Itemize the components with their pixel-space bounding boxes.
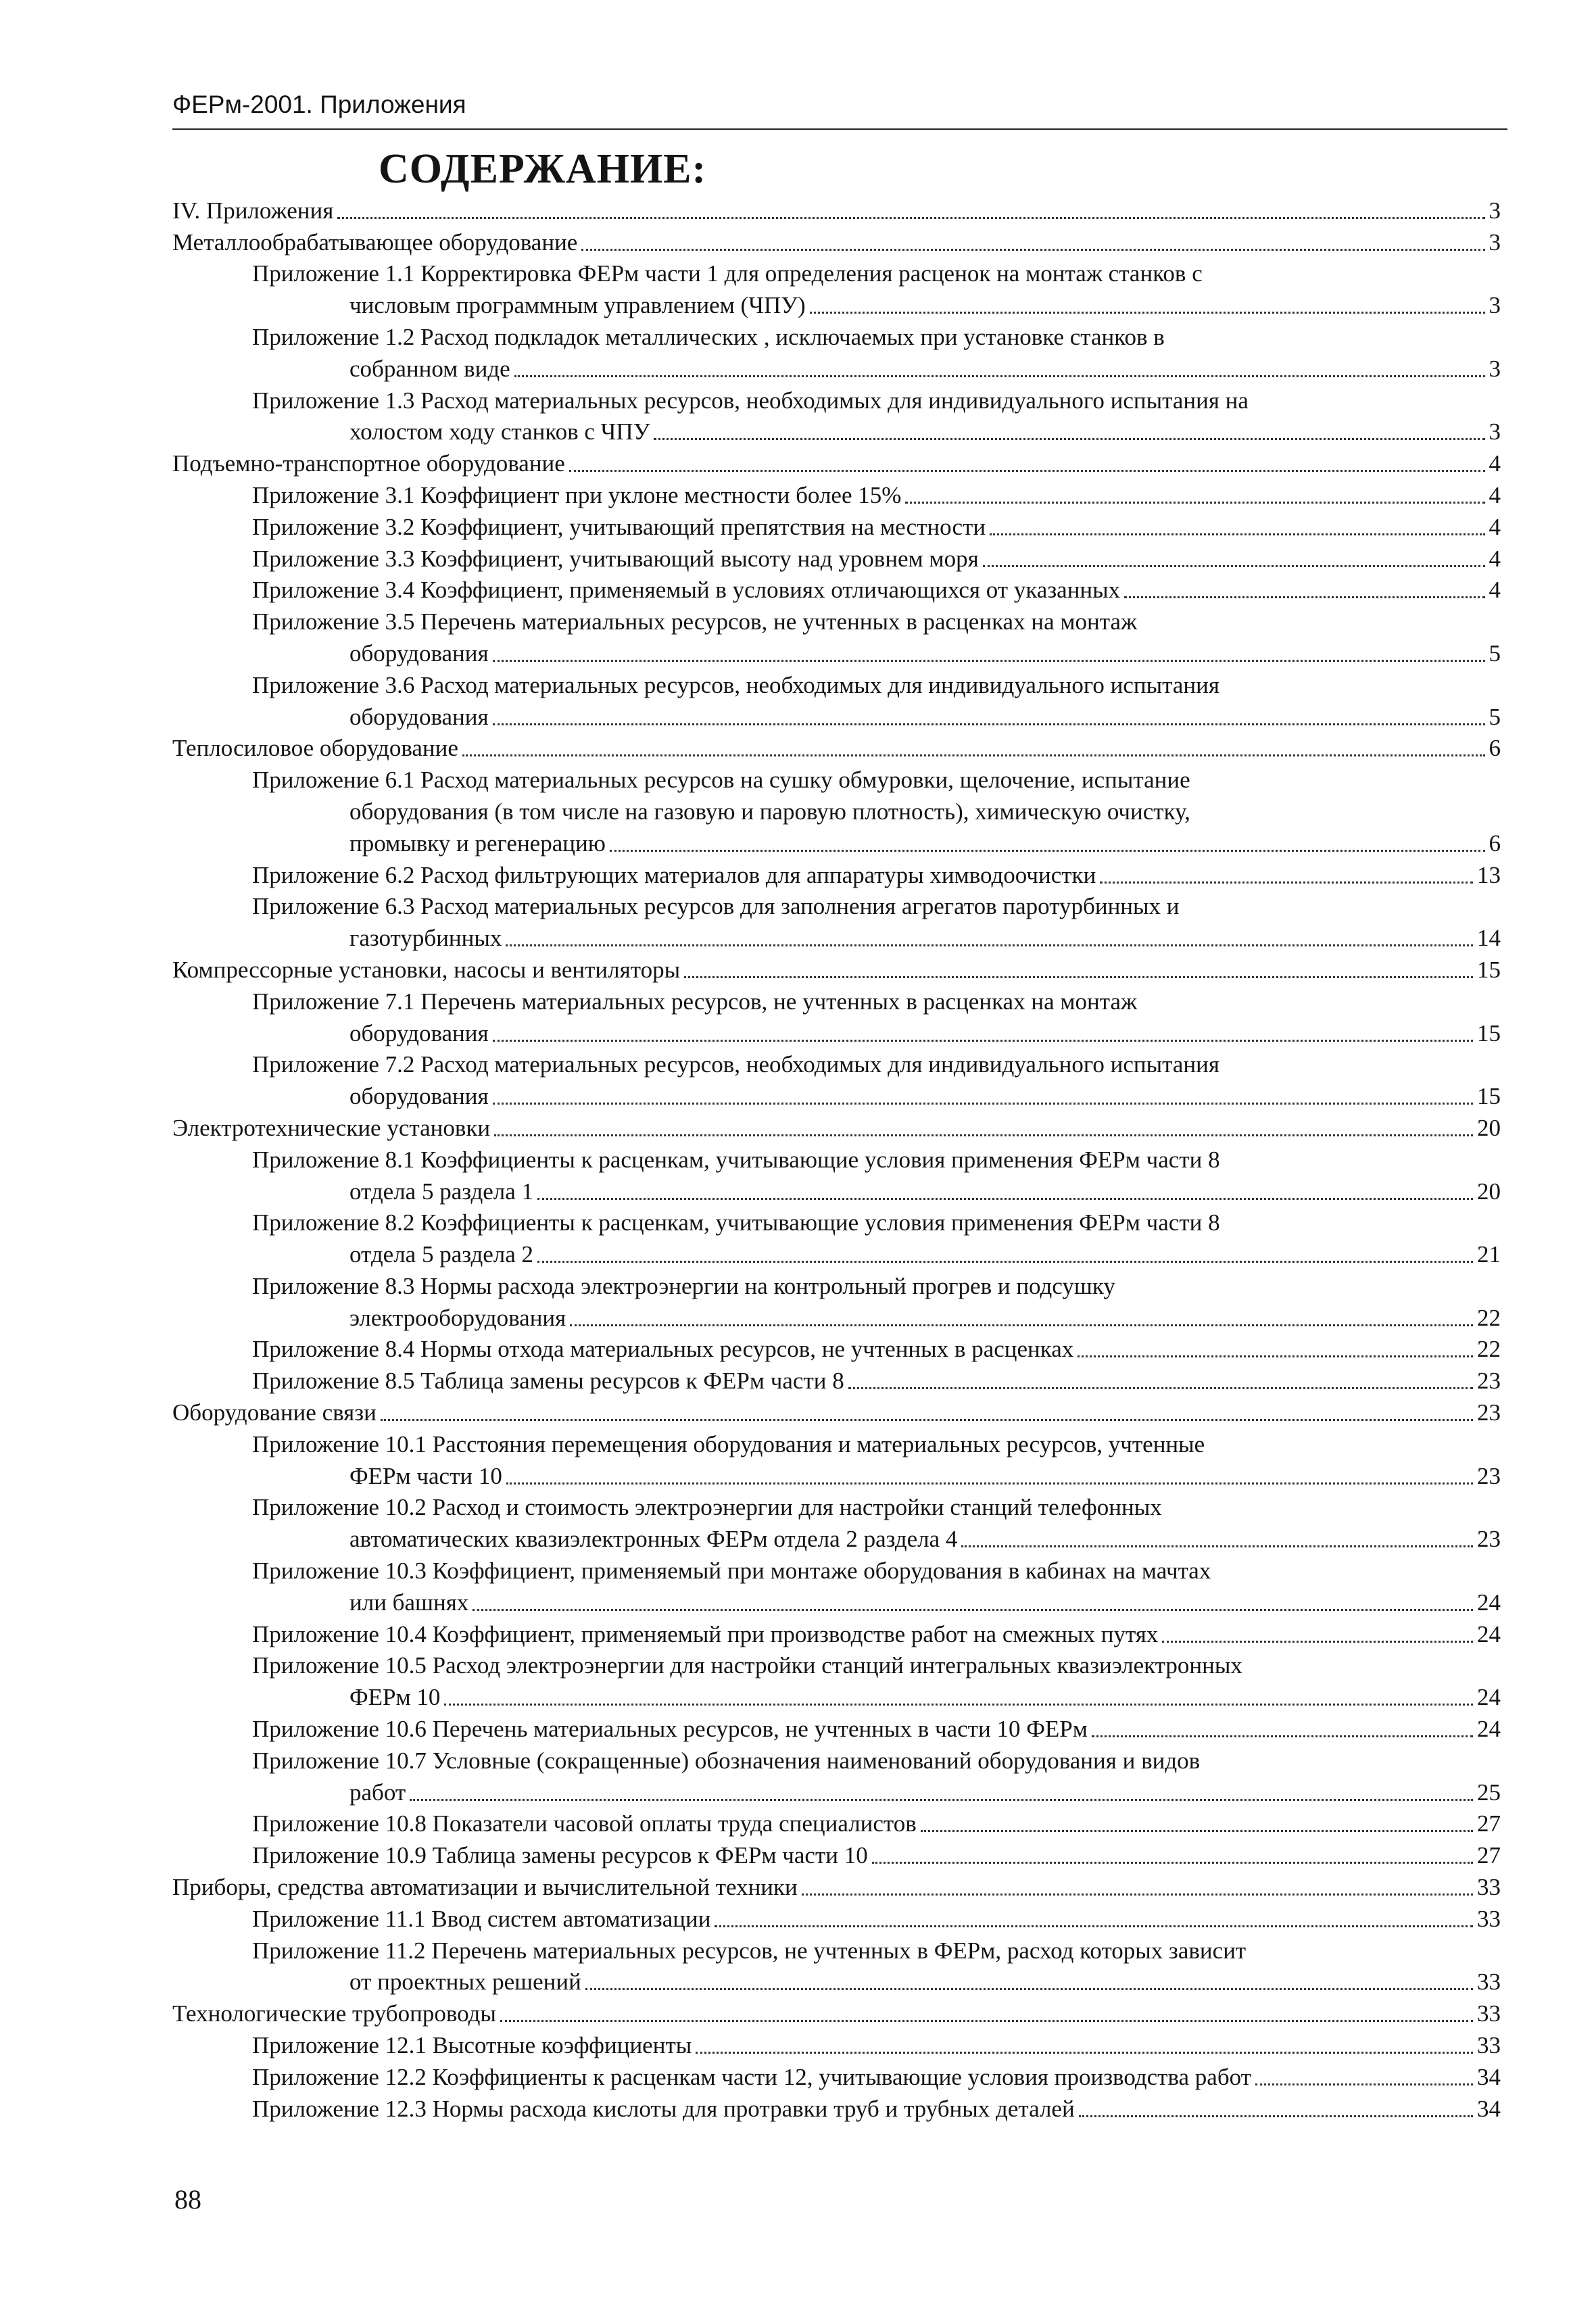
toc-entry-title: Приложение 3.6 Расход материальных ресурсов, необходимых для индивидуального испытания [252,671,1219,698]
toc-entry-title: Приложение 10.4 Коэффициент, применяемый при производстве работ на смежных путях [252,1620,1159,1647]
toc-entry[interactable] [172,1365,1501,1397]
toc-page-number: 22 [1477,1304,1501,1331]
toc-entry-title: оборудования (в том числе на газовую и паровую плотность), химическую очистку, [349,798,1190,825]
toc-entry-title: холостом ходу станков с ЧПУ [349,418,650,445]
toc-entry[interactable] [172,1080,1501,1112]
dot-leader [1162,1641,1473,1643]
toc-page-number: 14 [1477,925,1501,952]
toc-entry[interactable] [172,986,1501,1017]
dot-leader [810,312,1485,314]
toc-entry[interactable] [172,1460,1501,1492]
toc-page-number: 34 [1477,2095,1501,2122]
dot-leader [500,2020,1473,2022]
toc-entry-title: ФЕРм 10 [349,1684,441,1711]
toc-entry[interactable] [172,1903,1501,1935]
toc-page-number: 3 [1489,418,1501,445]
toc-page-number: 3 [1489,355,1501,382]
toc-entry-title: Приложение 3.2 Коэффициент, учитывающий препятствия на местности [252,513,986,540]
dot-leader [337,217,1484,219]
dot-leader [848,1387,1473,1389]
dot-leader [537,1198,1473,1200]
dot-leader [537,1261,1473,1263]
toc-section[interactable] [172,733,1501,765]
dot-leader [493,723,1485,725]
toc-entry[interactable] [172,1808,1501,1840]
toc-section[interactable] [172,954,1501,986]
dot-leader [1078,1355,1473,1357]
toc-entry-title: IV. Приложения [172,197,334,224]
toc-page-number: 3 [1489,228,1501,256]
toc-page-number: 6 [1489,735,1501,762]
toc-entry-title: Оборудование связи [172,1399,377,1426]
toc-entry[interactable] [172,1681,1501,1713]
toc-entry-title: автоматических квазиэлектронных ФЕРм отдела 2 раздела 4 [349,1526,958,1553]
toc-page-number: 33 [1477,1874,1501,1901]
dot-leader [961,1545,1473,1547]
toc-entry[interactable] [172,1618,1501,1650]
toc-page-number: 15 [1477,1083,1501,1110]
dot-leader [1100,882,1473,884]
toc-page-number: 27 [1477,1810,1501,1837]
toc-page-number: 24 [1477,1589,1501,1616]
dot-leader [1079,2115,1473,2117]
toc-entry-title: отдела 5 раздела 2 [349,1241,534,1268]
toc-page-number: 24 [1477,1716,1501,1743]
toc-section[interactable] [172,1112,1501,1144]
dot-leader [493,1103,1473,1105]
toc-entry-title: Приложение 10.2 Расход и стоимость электроэнергии для настройки станций телефонных [252,1494,1162,1521]
toc-entry-title: Приложение 10.9 Таблица замены ресурсов к ФЕРм части 10 [252,1842,868,1869]
toc-page-number: 4 [1489,577,1501,604]
toc-entry-title: собранном виде [349,355,510,382]
toc-entry[interactable] [172,479,1501,511]
dot-leader [493,660,1485,662]
dot-leader [585,1988,1473,1990]
toc-entry[interactable] [172,637,1501,669]
toc-page-number: 5 [1489,703,1501,730]
toc-entry[interactable] [172,321,1501,353]
dot-leader [610,850,1485,852]
toc-entry-title: электрооборудования [349,1304,566,1331]
toc-entry-title: Приложение 7.1 Перечень материальных ресурсов, не учтенных в расценках на монтаж [252,988,1138,1015]
toc-entry[interactable] [172,1270,1501,1302]
toc-entry[interactable] [172,1017,1501,1049]
toc-entry[interactable] [172,669,1501,701]
toc-page-number: 24 [1477,1620,1501,1647]
toc-entry[interactable] [172,258,1501,290]
page-title: СОДЕРЖАНИЕ: [379,146,707,192]
dot-leader [473,1609,1473,1611]
toc-page-number: 20 [1477,1114,1501,1141]
toc-entry[interactable] [172,1428,1501,1460]
toc-entry-title: Приложение 10.6 Перечень материальных ресурсов, не учтенных в части 10 ФЕРм [252,1716,1088,1743]
toc-entry-title: Металлообрабатывающее оборудование [172,228,578,256]
toc-page-number: 25 [1477,1779,1501,1806]
toc-section[interactable] [172,195,1501,226]
toc-entry[interactable] [172,859,1501,891]
toc-entry[interactable] [172,1523,1501,1555]
toc-entry[interactable] [172,2029,1501,2061]
toc-entry-title: Технологические трубопроводы [172,2000,496,2027]
toc-entry-title: Приложение 8.4 Нормы отхода материальных ресурсов, не учтенных в расценках [252,1336,1074,1363]
toc-entry[interactable] [172,1238,1501,1270]
toc-entry-title: Приложение 1.3 Расход материальных ресурсов, необходимых для индивидуального испытания на [252,387,1249,414]
toc-page-number: 3 [1489,292,1501,319]
dot-leader [506,944,1473,946]
toc-entry[interactable] [172,891,1501,923]
toc-page-number: 21 [1477,1241,1501,1268]
page-number: 88 [174,2184,201,2215]
dot-leader [581,249,1484,251]
toc-entry[interactable] [172,1935,1501,1967]
toc-entry-title: Приложение 11.1 Ввод систем автоматизации [252,1905,711,1932]
toc-page-number: 33 [1477,1969,1501,1996]
toc-entry-title: Приложение 3.3 Коэффициент, учитывающий высоту над уровнем моря [252,545,979,572]
toc-section[interactable] [172,226,1501,258]
toc-section[interactable] [172,1871,1501,1903]
toc-page-number: 15 [1477,1019,1501,1046]
toc-page-number: 23 [1477,1526,1501,1553]
toc-entry[interactable] [172,1839,1501,1871]
toc-page-number: 4 [1489,450,1501,477]
toc-page-number: 23 [1477,1399,1501,1426]
toc-entry-title: Приложение 12.1 Высотные коэффициенты [252,2032,692,2059]
toc-entry[interactable] [172,543,1501,575]
toc-entry[interactable] [172,1555,1501,1587]
dot-leader [715,1925,1473,1927]
toc-page-number: 4 [1489,481,1501,508]
header-rule [172,128,1507,130]
toc-entry[interactable] [172,575,1501,606]
toc-entry[interactable] [172,1587,1501,1618]
toc-entry[interactable] [172,1334,1501,1366]
toc-entry-title: оборудования [349,640,489,667]
toc-entry[interactable] [172,922,1501,954]
toc-entry-title: Приложение 10.3 Коэффициент, применяемый при монтаже оборудования в кабинах на мачтах [252,1558,1211,1585]
toc-entry[interactable] [172,2093,1501,2125]
toc-entry[interactable] [172,764,1501,796]
toc-entry-title: Приложение 8.5 Таблица замены ресурсов к ФЕРм части 8 [252,1368,844,1395]
toc-section[interactable] [172,448,1501,479]
toc-entry-title: Приложение 12.3 Нормы расхода кислоты для протравки труб и трубных деталей [252,2095,1075,2122]
toc-entry-title: Приложение 6.2 Расход фильтрующих материалов для аппаратуры химводоочистки [252,861,1096,888]
toc-page-number: 24 [1477,1684,1501,1711]
toc-entry-title: работ [349,1779,406,1806]
toc-entry[interactable] [172,1144,1501,1176]
toc-page-number: 22 [1477,1336,1501,1363]
toc-entry-title: Приложение 3.4 Коэффициент, применяемый в условиях отличающихся от указанных [252,577,1121,604]
toc-entry[interactable] [172,416,1501,448]
toc-entry-title: Подъемно-транспортное оборудование [172,450,565,477]
toc-page-number: 23 [1477,1368,1501,1395]
toc-entry-title: Теплосиловое оборудование [172,735,458,762]
dot-leader [494,1134,1473,1136]
toc-entry-title: Приложение 3.5 Перечень материальных ресурсов, не учтенных в расценках на монтаж [252,608,1138,635]
dot-leader [802,1893,1473,1896]
toc-entry-title: Приложение 1.2 Расход подкладок металлических , исключаемых при установке станков в [252,323,1165,350]
toc-entry[interactable] [172,827,1501,859]
toc-entry-title: Приложение 10.1 Расстояния перемещения оборудования и материальных ресурсов, учтенные [252,1430,1205,1457]
toc-entry[interactable] [172,796,1501,827]
toc-page-number: 5 [1489,640,1501,667]
toc-entry[interactable] [172,1176,1501,1207]
dot-leader [462,754,1485,756]
toc-entry[interactable] [172,353,1501,385]
toc-entry-title: ФЕРм части 10 [349,1462,502,1489]
toc-entry[interactable] [172,1049,1501,1081]
toc-page-number: 33 [1477,2000,1501,2027]
dot-leader [570,1324,1473,1326]
toc-entry-title: оборудования [349,1019,489,1046]
toc-page-number: 20 [1477,1178,1501,1205]
toc-entry[interactable] [172,1713,1501,1745]
toc-section[interactable] [172,1998,1501,2029]
toc-entry-title: Компрессорные установки, насосы и вентиляторы [172,956,681,983]
toc-entry[interactable] [172,1745,1501,1777]
toc-entry[interactable] [172,1967,1501,1998]
toc-entry[interactable] [172,606,1501,637]
toc-section[interactable] [172,1397,1501,1428]
toc-entry-title: Приложение 1.1 Корректировка ФЕРм части 1 для определения расценок на монтаж станков с [252,260,1203,287]
dot-leader [990,533,1484,535]
toc-entry-title: Приложение 8.1 Коэффициенты к расценкам, учитывающие условия применения ФЕРм части 8 [252,1146,1220,1173]
dot-leader [684,976,1473,978]
dot-leader [493,1040,1473,1042]
toc-entry-title: Приложение 11.2 Перечень материальных ресурсов, не учтенных в ФЕРм, расход которых зависит [252,1937,1247,1964]
toc-page-number: 33 [1477,2032,1501,2059]
toc-entry-title: оборудования [349,1083,489,1110]
toc-entry-title: Приложение 6.3 Расход материальных ресурсов для заполнения агрегатов паротурбинных и [252,893,1180,920]
toc-entry-title: Приложение 10.8 Показатели часовой оплаты труда специалистов [252,1810,917,1837]
toc-entry[interactable] [172,1492,1501,1524]
dot-leader [905,502,1484,504]
toc-entry-title: Приложение 10.7 Условные (сокращенные) обозначения наименований оборудования и видов [252,1747,1201,1774]
toc-entry[interactable] [172,1650,1501,1682]
dot-leader [654,438,1484,440]
dot-leader [921,1830,1473,1832]
dot-leader [1255,2083,1473,2085]
toc-entry-title: Приложение 6.1 Расход материальных ресурсов на сушку обмуровки, щелочение, испытание [252,767,1190,794]
dot-leader [506,1482,1473,1485]
toc-page-number: 23 [1477,1462,1501,1489]
toc-page-number: 27 [1477,1842,1501,1869]
dot-leader [983,565,1485,567]
toc-entry-title: или башнях [349,1589,469,1616]
dot-leader [696,2052,1473,2054]
toc-page-number: 3 [1489,197,1501,224]
table-of-contents [172,195,1501,2125]
running-header: ФЕРм-2001. Приложения [172,91,466,118]
toc-page-number: 13 [1477,861,1501,888]
toc-entry-title: оборудования [349,703,489,730]
toc-entry-title: Приложение 8.2 Коэффициенты к расценкам, учитывающие условия применения ФЕРм части 8 [252,1209,1220,1236]
toc-entry[interactable] [172,511,1501,543]
toc-page-number: 4 [1489,545,1501,572]
toc-entry[interactable] [172,1777,1501,1808]
toc-entry-title: Приложение 10.5 Расход электроэнергии для настройки станций интегральных квазиэлектронных [252,1652,1242,1679]
dot-leader [1124,596,1484,598]
toc-page-number: 33 [1477,1905,1501,1932]
toc-entry-title: Приложение 12.2 Коэффициенты к расценкам части 12, учитывающие условия производства работ [252,2063,1251,2090]
toc-entry-title: Приборы, средства автоматизации и вычислительной техники [172,1874,798,1901]
toc-page-number: 6 [1489,829,1501,857]
toc-entry-title: числовым программным управлением (ЧПУ) [349,292,806,319]
toc-entry-title: Приложение 3.1 Коэффициент при уклоне местности более 15% [252,481,902,508]
toc-page-number: 34 [1477,2063,1501,2090]
toc-entry-title: промывку и регенерацию [349,829,606,857]
toc-page-number: 15 [1477,956,1501,983]
toc-entry-title: Электротехнические установки [172,1114,491,1141]
dot-leader [381,1419,1473,1421]
toc-entry-title: Приложение 7.2 Расход материальных ресурсов, необходимых для индивидуального испытания [252,1051,1219,1078]
toc-entry[interactable] [172,701,1501,733]
toc-entry[interactable] [172,385,1501,416]
toc-entry-title: газотурбинных [349,925,502,952]
toc-page-number: 4 [1489,513,1501,540]
dot-leader [444,1704,1473,1706]
dot-leader [410,1799,1473,1801]
toc-entry[interactable] [172,1207,1501,1239]
toc-entry-title: от проектных решений [349,1969,581,1996]
toc-entry[interactable] [172,1302,1501,1334]
toc-entry-title: Приложение 8.3 Нормы расхода электроэнергии на контрольный прогрев и подсушку [252,1272,1115,1299]
dot-leader [569,470,1485,472]
toc-entry-title: отдела 5 раздела 1 [349,1178,534,1205]
dot-leader [1092,1735,1473,1737]
dot-leader [872,1862,1473,1864]
toc-entry[interactable] [172,2061,1501,2093]
toc-entry[interactable] [172,289,1501,321]
dot-leader [514,375,1485,377]
